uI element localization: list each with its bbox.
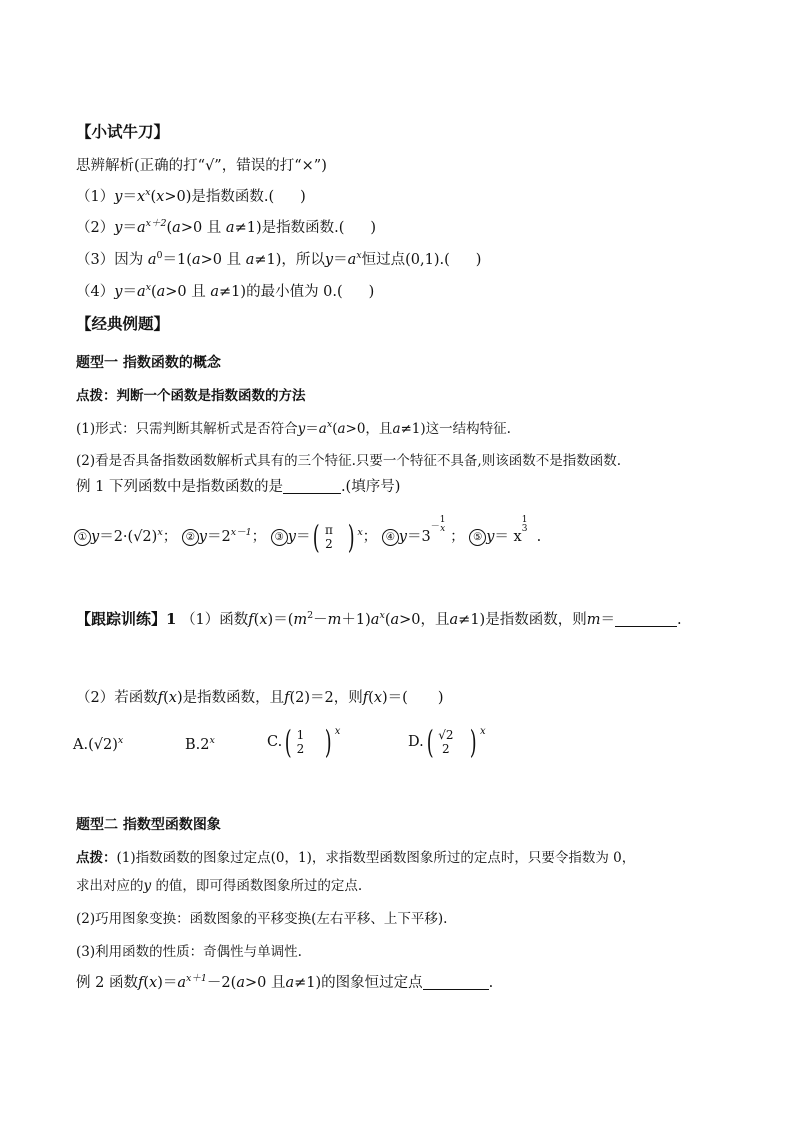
track-q2: （2）若函数f(x)是指数函数，且f(2)＝2，则f(x)＝( )	[76, 690, 444, 706]
choice-d[interactable]: D.( √2 2 ) $^x$	[408, 723, 486, 761]
example1: 例 1 下列函数中是指数函数的是 .(填序号)	[76, 479, 401, 495]
track-q2-choices	[73, 723, 493, 764]
practice-q3: （3）因为 $a^0=1(a>0$ 且 a≠1)，所以$y=a^x$恒过点(0,1).( )	[76, 250, 482, 268]
answer-blank[interactable]	[283, 479, 341, 494]
track-q1: 【跟踪训练】1 （1）函数$f(x)=(m^2-m+1)a^x(a>0$，且a≠1)是指数函数，则m＝ .	[76, 610, 682, 628]
type2-tip3: (3)利用函数的性质：奇偶性与单调性.	[76, 944, 302, 960]
type2-tip2: (2)巧用图象变换：函数图象的平移变换(左右平移、上下平移).	[76, 911, 448, 927]
type2-tip1-cont: 求出对应的y 的值，即可得函数图象所过的定点.	[76, 878, 363, 894]
practice-q2: $(2)y=a^{x+2}(a>0$ 且 a≠1)是指数函数.( )	[76, 218, 377, 236]
example2: 例 2 函数$f(x)=a^{x+1}-2(a>0$ 且a≠1)的图象恒过定点 .	[76, 973, 494, 991]
practice-q4: $(4)y=a^x(a>0$ 且 a≠1)的最小值为 0.( )	[76, 282, 375, 300]
example1-options: ① $y=2\cdot(√2)^x$； ② $y=2^{x-1}$； ③ y＝( π 2 ) $^x$； ④ y＝3－ 1 x ； ⑤ y＝ x 1 3 .	[74, 516, 541, 551]
classic-heading: 【经典例题】	[76, 314, 170, 333]
choice-a[interactable]: $A.(√2)^x$	[73, 735, 124, 753]
practice-heading: 【小试牛刀】	[76, 122, 170, 141]
answer-blank-point[interactable]	[423, 975, 489, 990]
practice-q1: $(1)y=x^x(x>0)$是指数函数.( )	[76, 187, 306, 205]
type2-title: 题型二 指数型函数图象	[76, 817, 221, 833]
type1-title: 题型一 指数函数的概念	[76, 355, 221, 371]
type1-tip1: (1)形式：只需判断其解析式是否符合$y=a^x(a>0$，且a≠1)这一结构特征.	[76, 419, 511, 437]
choice-c[interactable]: C.( 1 2 ) $^x$	[267, 723, 341, 761]
choice-b[interactable]: B.2$^x$	[185, 735, 215, 753]
answer-blank-m[interactable]	[615, 612, 677, 627]
type2-tip1: 点拨：(1)指数函数的图象过定点(0，1)，求指数型函数图象所过的定点时，只要令指数为 0，	[76, 850, 636, 866]
type1-tip-label: 点拨：判断一个函数是指数函数的方法	[76, 388, 306, 404]
practice-instruction: 思辨解析(正确的打“√”，错误的打“×”)	[76, 158, 327, 174]
type1-tip2: (2)看是否具备指数函数解析式具有的三个特征.只要一个特征不具备,则该函数不是指数函数.	[76, 453, 621, 469]
